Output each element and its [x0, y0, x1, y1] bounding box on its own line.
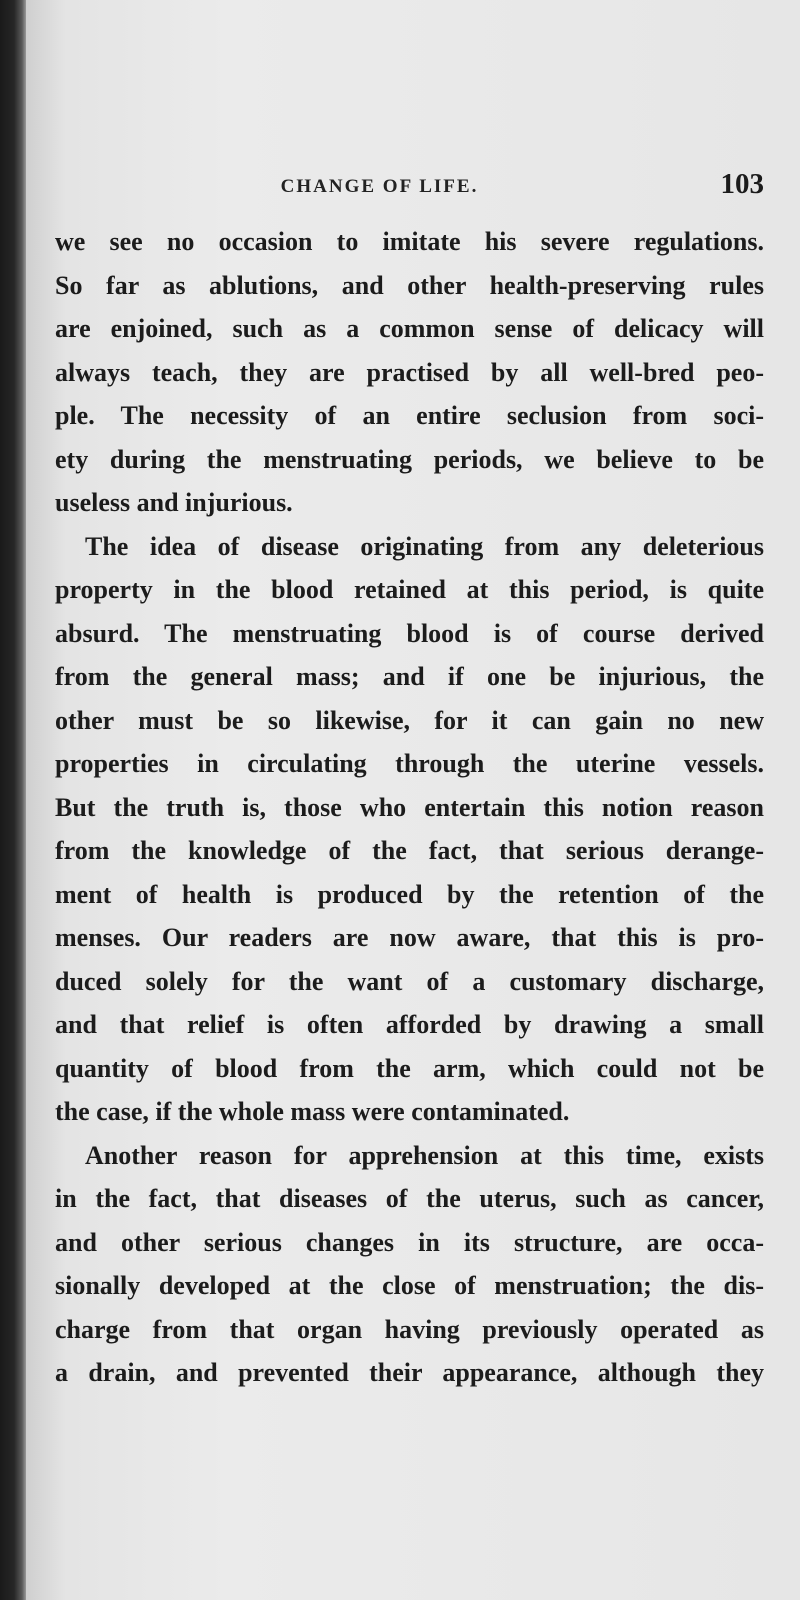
book-binding-edge	[0, 0, 26, 1600]
text-line: a drain, and prevented their appearance, although they	[55, 1358, 764, 1387]
text-line: ple. The necessity of an entire seclusion from soci-	[55, 401, 764, 430]
text-line: menses. Our readers are now aware, that this is pro-	[55, 923, 764, 952]
text-line: in the fact, that diseases of the uterus, such as cancer,	[55, 1184, 764, 1213]
text-line: from the knowledge of the fact, that serious derange-	[55, 836, 764, 865]
text-line: useless and injurious.	[55, 488, 293, 517]
text-line: duced solely for the want of a customary discharge,	[55, 966, 764, 996]
text-line: other must be so likewise, for it can gain no new	[55, 705, 764, 735]
running-title: CHANGE OF LIFE.	[280, 176, 479, 197]
text-line: we see no occasion to imitate his severe regulations.	[55, 227, 764, 256]
text-line: the case, if the whole mass were contaminated.	[55, 1097, 570, 1126]
text-line: properties in circulating through the uterine vessels.	[55, 749, 764, 778]
text-line: and other serious changes in its structure, are occa-	[55, 1227, 764, 1257]
paragraph-start-line: Another reason for apprehension at this time, exists	[85, 1140, 764, 1170]
text-line: always teach, they are practised by all well-bred peo-	[55, 357, 764, 387]
text-line: sionally developed at the close of menstruation; the dis-	[55, 1271, 764, 1300]
text-line: ety during the menstruating periods, we believe to be	[55, 444, 764, 474]
text-line: quantity of blood from the arm, which could not be	[55, 1053, 764, 1083]
text-line: charge from that organ having previously operated as	[55, 1314, 764, 1344]
text-line: But the truth is, those who entertain this notion reason	[55, 792, 764, 822]
running-head	[55, 168, 764, 208]
text-line: absurd. The menstruating blood is of course derived	[55, 618, 764, 648]
page-number: 103	[720, 168, 764, 200]
body-text	[55, 220, 764, 1395]
text-line: ment of health is produced by the retention of the	[55, 879, 764, 909]
text-line: are enjoined, such as a common sense of delicacy will	[55, 314, 764, 343]
text-line: property in the blood retained at this period, is quite	[55, 575, 764, 604]
book-page	[26, 0, 800, 1600]
text-line: from the general mass; and if one be injurious, the	[55, 662, 764, 691]
text-line: and that relief is often afforded by drawing a small	[55, 1010, 764, 1039]
text-line: So far as ablutions, and other health-preserving rules	[55, 270, 764, 300]
paragraph-start-line: The idea of disease originating from any deleterious	[85, 531, 764, 561]
